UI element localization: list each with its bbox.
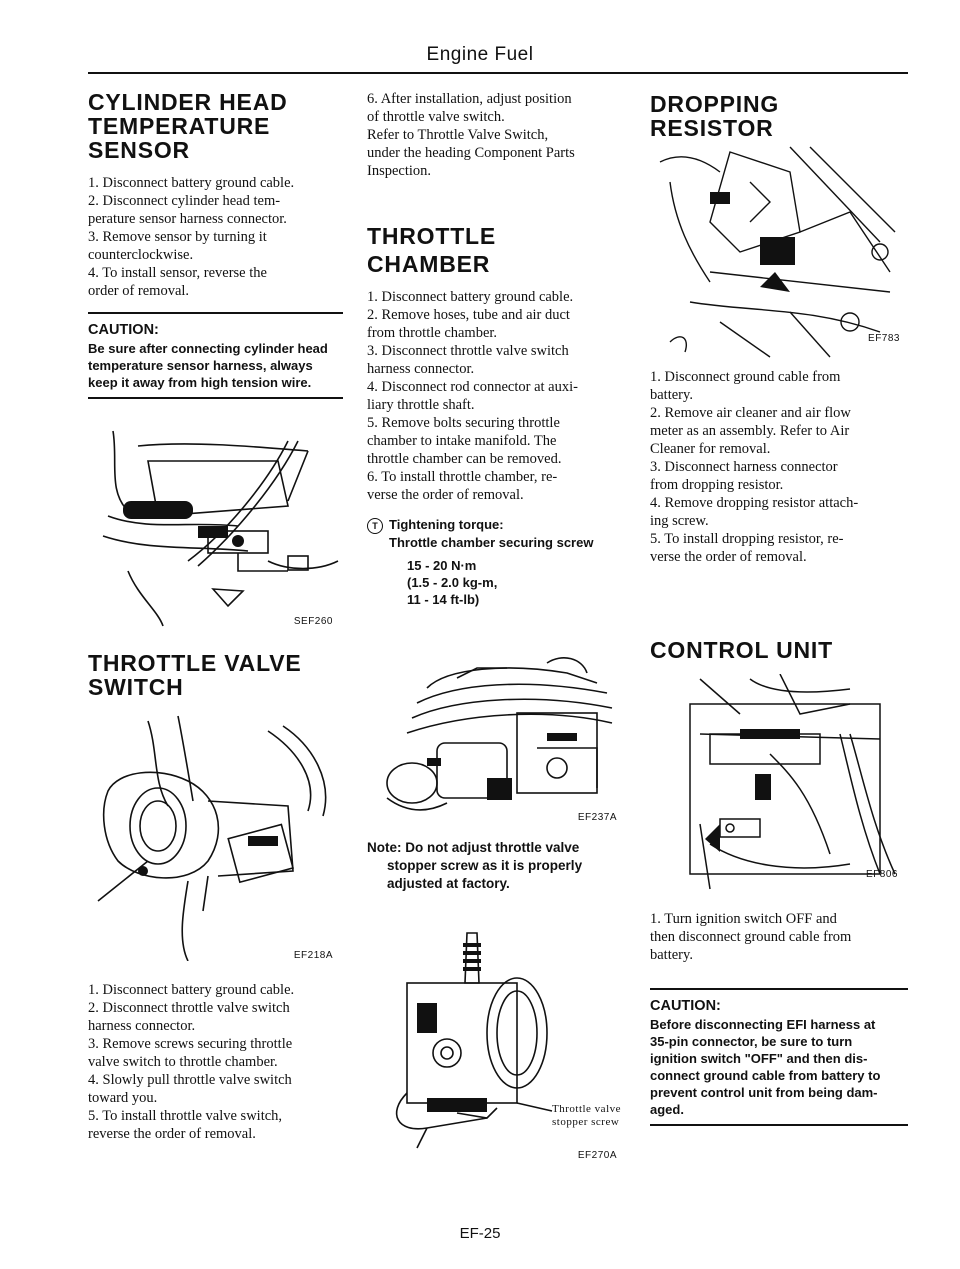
column-middle bbox=[367, 84, 629, 1161]
step-line: 4. Disconnect rod connector at auxi- bbox=[367, 379, 578, 395]
step-line: 1. Disconnect battery ground cable. bbox=[88, 175, 295, 191]
section-title-line: RESISTOR bbox=[650, 115, 774, 141]
figure-label: EF270A bbox=[577, 1149, 617, 1161]
torque-values bbox=[367, 557, 629, 608]
step-line: 3. Remove screws securing throttle bbox=[88, 1036, 293, 1052]
section-title-line: SENSOR bbox=[88, 137, 190, 163]
step-line: 3. Disconnect harness connector bbox=[650, 459, 838, 475]
cylinder-head-title bbox=[88, 90, 343, 162]
step-line: 5. To install throttle valve switch, bbox=[88, 1108, 283, 1124]
note bbox=[367, 839, 629, 893]
step-line: 4. Slowly pull throttle valve switch bbox=[88, 1072, 292, 1088]
page-header: Engine Fuel bbox=[426, 44, 534, 65]
step-line: meter as an assembly. Refer to Air bbox=[650, 423, 850, 439]
step-line: throttle chamber can be removed. bbox=[367, 451, 562, 467]
figure-label: EF218A bbox=[293, 950, 333, 961]
torque-spec bbox=[367, 516, 629, 608]
step-line: verse the order of removal. bbox=[650, 549, 807, 565]
step-line: Refer to Throttle Valve Switch, bbox=[367, 127, 549, 143]
step-line: counterclockwise. bbox=[88, 247, 194, 263]
caution-title: CAUTION: bbox=[650, 998, 721, 1014]
step-line: 2. Remove air cleaner and air flow bbox=[650, 405, 851, 421]
throttle-chamber-steps bbox=[367, 288, 629, 504]
throttle-valve-switch-title bbox=[88, 651, 343, 699]
section-title-line: THROTTLE bbox=[367, 223, 497, 249]
figure-label: EF237A bbox=[577, 811, 617, 823]
step-line: then disconnect ground cable from bbox=[650, 929, 852, 945]
col2-top-steps bbox=[367, 90, 629, 180]
cylinder-head-steps bbox=[88, 174, 343, 300]
figure-sef260 bbox=[88, 421, 343, 631]
step-line: 1. Disconnect battery ground cable. bbox=[367, 289, 574, 305]
step-line: 1. Disconnect ground cable from bbox=[650, 369, 841, 385]
torque-value: (1.5 - 2.0 kg-m, bbox=[407, 574, 498, 590]
step-line: Inspection. bbox=[367, 163, 432, 179]
callout bbox=[552, 1103, 621, 1129]
step-line: from throttle chamber. bbox=[367, 325, 498, 341]
caution-line: ignition switch "OFF" and then dis- bbox=[650, 1051, 868, 1066]
step-line: perature sensor harness connector. bbox=[88, 211, 287, 227]
step-line: ing screw. bbox=[650, 513, 709, 529]
dropping-resistor-steps bbox=[650, 368, 908, 566]
torque-icon: T bbox=[367, 518, 383, 534]
step-line: reverse the order of removal. bbox=[88, 1126, 256, 1142]
note-line: stopper screw as it is properly bbox=[387, 857, 583, 873]
section-title-line: SWITCH bbox=[88, 674, 184, 700]
section-title-line: DROPPING bbox=[650, 91, 780, 117]
figure-ef783 bbox=[650, 142, 908, 362]
step-line: Cleaner for removal. bbox=[650, 441, 771, 457]
step-line: 1. Disconnect battery ground cable. bbox=[88, 982, 295, 998]
torque-value: 11 - 14 ft-lb) bbox=[407, 591, 480, 607]
caution-line: prevent control unit from being dam- bbox=[650, 1085, 878, 1100]
section-title-line: CONTROL UNIT bbox=[650, 637, 833, 663]
torque-heading bbox=[367, 516, 629, 534]
section-title-line: CYLINDER HEAD bbox=[88, 89, 288, 115]
step-line: 3. Remove sensor by turning it bbox=[88, 229, 267, 245]
step-line: toward you. bbox=[88, 1090, 158, 1106]
torque-value: 15 - 20 N·m bbox=[407, 557, 477, 573]
throttle-chamber-illustration bbox=[367, 648, 629, 823]
step-line: under the heading Component Parts bbox=[367, 145, 575, 161]
figure-ef218a bbox=[88, 711, 343, 961]
step-line: 6. To install throttle chamber, re- bbox=[367, 469, 558, 485]
caution-line: Be sure after connecting cylinder head bbox=[88, 341, 328, 356]
torque-title: Tightening torque: bbox=[389, 517, 504, 532]
step-line: 5. To install dropping resistor, re- bbox=[650, 531, 844, 547]
step-line: verse the order of removal. bbox=[367, 487, 524, 503]
torque-sub: Throttle chamber securing screw bbox=[389, 534, 594, 550]
figure-label: EF806 bbox=[866, 869, 898, 880]
callout-line: stopper screw bbox=[552, 1115, 620, 1128]
step-line: chamber to intake manifold. The bbox=[367, 433, 557, 449]
step-line: 4. Remove dropping resistor attach- bbox=[650, 495, 859, 511]
caution-line: connect ground cable from battery to bbox=[650, 1068, 881, 1083]
step-line: harness connector. bbox=[367, 361, 475, 377]
step-line: 2. Disconnect throttle valve switch bbox=[88, 1000, 290, 1016]
note-line: Note: Do not adjust throttle valve bbox=[367, 839, 580, 855]
caution-line: keep it away from high tension wire. bbox=[88, 375, 312, 390]
step-line: from dropping resistor. bbox=[650, 477, 784, 493]
figure-ef806 bbox=[650, 674, 908, 894]
dropping-resistor-title bbox=[650, 92, 908, 140]
control-unit-steps bbox=[650, 910, 908, 964]
header-rule bbox=[88, 72, 908, 74]
figure-ef237a bbox=[367, 648, 629, 823]
caution-title: CAUTION: bbox=[88, 322, 159, 338]
throttle-chamber-title bbox=[367, 224, 629, 276]
caution-line: Before disconnecting EFI harness at bbox=[650, 1017, 876, 1032]
figure-ef270a bbox=[367, 923, 629, 1161]
section-title-line: THROTTLE VALVE bbox=[88, 650, 302, 676]
step-line: battery. bbox=[650, 387, 693, 403]
step-line: 1. Turn ignition switch OFF and bbox=[650, 911, 837, 927]
caution-line: 35-pin connector, be sure to turn bbox=[650, 1034, 853, 1049]
control-unit-illustration bbox=[650, 674, 908, 894]
step-line: harness connector. bbox=[88, 1018, 196, 1034]
figure-label: SEF260 bbox=[293, 616, 333, 627]
step-line: 6. After installation, adjust position bbox=[367, 91, 572, 107]
note-line: adjusted at factory. bbox=[387, 875, 510, 891]
step-line: order of removal. bbox=[88, 283, 190, 299]
control-unit-title bbox=[650, 638, 908, 662]
step-line: 2. Disconnect cylinder head tem- bbox=[88, 193, 281, 209]
step-line: valve switch to throttle chamber. bbox=[88, 1054, 278, 1070]
step-line: liary throttle shaft. bbox=[367, 397, 475, 413]
step-line: 4. To install sensor, reverse the bbox=[88, 265, 267, 281]
step-line: 3. Disconnect throttle valve switch bbox=[367, 343, 569, 359]
step-line: battery. bbox=[650, 947, 693, 963]
column-left bbox=[88, 84, 343, 1143]
switch-illustration bbox=[88, 711, 343, 961]
step-line: 2. Remove hoses, tube and air duct bbox=[367, 307, 570, 323]
caution-box bbox=[650, 988, 908, 1126]
caution-line: temperature sensor harness, always bbox=[88, 358, 313, 373]
section-title-line: TEMPERATURE bbox=[88, 113, 271, 139]
section-title-line: CHAMBER bbox=[367, 251, 491, 277]
sensor-illustration bbox=[88, 421, 343, 631]
dropping-resistor-illustration bbox=[650, 142, 908, 362]
page-number: EF-25 bbox=[459, 1225, 501, 1242]
figure-label: EF783 bbox=[868, 333, 900, 344]
throttle-valve-switch-steps bbox=[88, 981, 343, 1143]
caution-line: aged. bbox=[650, 1102, 684, 1117]
step-line: of throttle valve switch. bbox=[367, 109, 505, 125]
caution-box bbox=[88, 312, 343, 399]
column-right bbox=[650, 84, 908, 1126]
callout-line: Throttle valve bbox=[552, 1102, 622, 1115]
step-line: 5. Remove bolts securing throttle bbox=[367, 415, 560, 431]
